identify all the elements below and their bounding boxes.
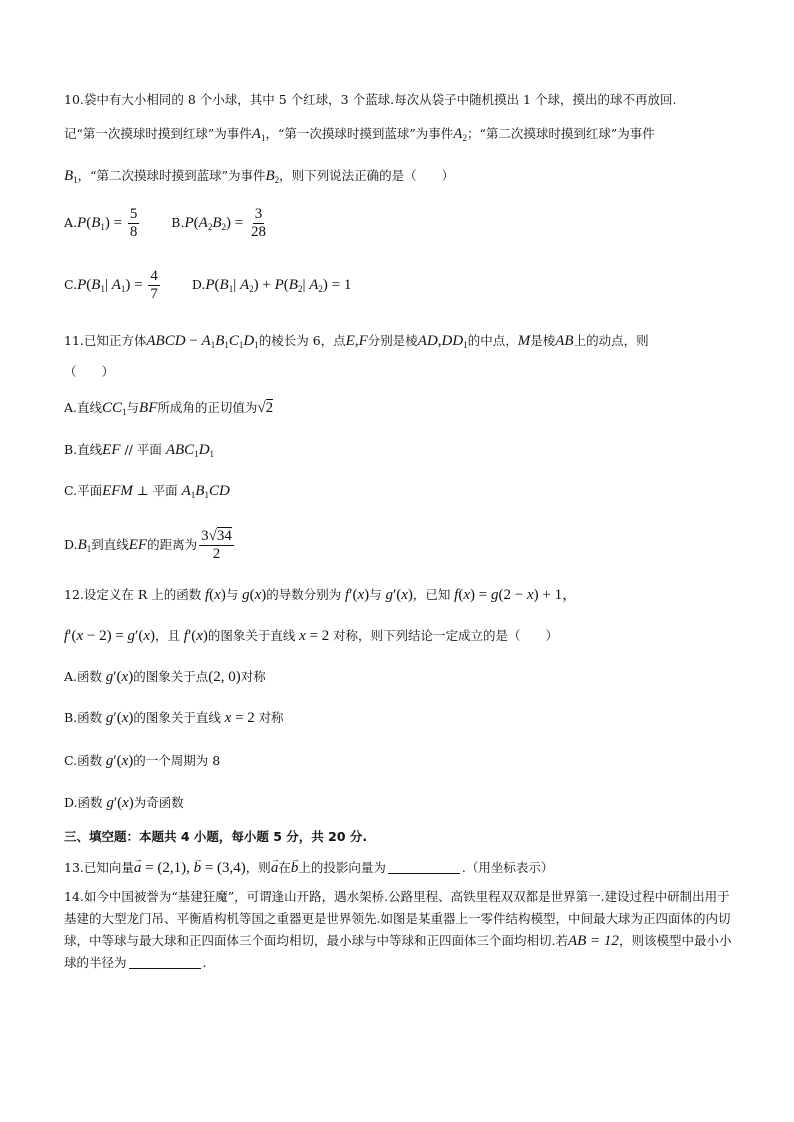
q10-line3: $B_1$，“第二次摸球时摸到蓝球”为事件$B_2$，则下列说法正确的是（ ） [64, 168, 455, 185]
q14: 14.如今中国被誉为“基建狂魔”，可谓逢山开路，遇水架桥.公路里程、高铁里程双双都是世界第一.建设过程中研制出用于基建的大型龙门吊、平衡盾构机等国之重器更是世界领先.如图是某重器上一零件结构模型，中间最大球为正四面体的内切球，中等球与最大球和正四面体三个面均相切，最小球与中等球和正四面体三个面均相切.若AB = 12，则该模型中最小小球的半径为 . [64, 889, 732, 970]
q10-options-ab: $A.P(B_1)$ = $\frac{5}{8}$ $B.P(A_2B_2)$ = $\frac{3}{28}$ [64, 206, 266, 240]
q12-option-b: B.函数 g′(x)的图象关于直线 x = 2 对称 [64, 710, 284, 726]
q12-option-a: A.函数 g′(x)的图象关于点(2, 0)对称 [64, 669, 266, 685]
q11-line1: 11.已知正方体ABCD − $A_1B_1C_1D_1$的棱长为 6，点E,F分别是棱$AD,DD_1$的中点，M是棱AB上的动点，则 [64, 333, 649, 350]
q11-option-b: B.直线EF // 平面 $ABC_1D_1$ [64, 442, 215, 459]
answer-blank[interactable] [388, 873, 460, 874]
q10-line2: 记“第一次摸球时摸到红球”为事件$A_1$，“第一次摸球时摸到蓝球”为事件$A_2$；“第二次摸球时摸到红球”为事件 [64, 126, 655, 143]
q11-option-c: C.平面EFM ⊥ 平面 $A_1B_1CD$ [64, 483, 230, 500]
q12-line2: f′(x − 2) = g′(x)，且 f′(x)的图象关于直线 x = 2 对称，则下列结论一定成立的是（ ） [64, 628, 559, 644]
answer-blank[interactable] [129, 968, 201, 969]
q11-line2: （ ） [64, 364, 115, 379]
section-title: 三、填空题：本题共 4 小题，每小题 5 分，共 20 分. [64, 829, 368, 844]
q11-option-d: $D.B_1$到直线EF的距离为 $\frac{3√34}{2}$ [64, 528, 232, 562]
q12-option-c: C.函数 g′(x)的一个周期为 8 [64, 753, 221, 769]
q10-line1: 10.袋中有大小相同的 8 个小球，其中 5 个红球，3 个蓝球.每次从袋子中随机摸出 1 个球，摸出的球不再放回. [64, 92, 677, 107]
q13: 13.已知向量→ a = (2,1), → b = (3,4)，则→ a在→ b上的投影向量为 .（用坐标表示） [64, 860, 553, 876]
q12-option-d: D.函数 g′(x)为奇函数 [64, 795, 184, 811]
q11-option-a: A.直线$CC_1$与BF所成角的正切值为√2 [64, 400, 274, 417]
q12-line1: 12.设定义在 R 上的函数 f(x)与 g(x)的导数分别为 f′(x)与 g′(x)，已知 f(x) = g(2 − x) + 1， [64, 587, 578, 603]
q10-options-cd: $C.P(B_1|$ $A_1$) = $\frac{4}{7}$ $D.P(B_1|$ $A_2) + P(B_2|$ $A_2) = 1$ [64, 268, 352, 302]
